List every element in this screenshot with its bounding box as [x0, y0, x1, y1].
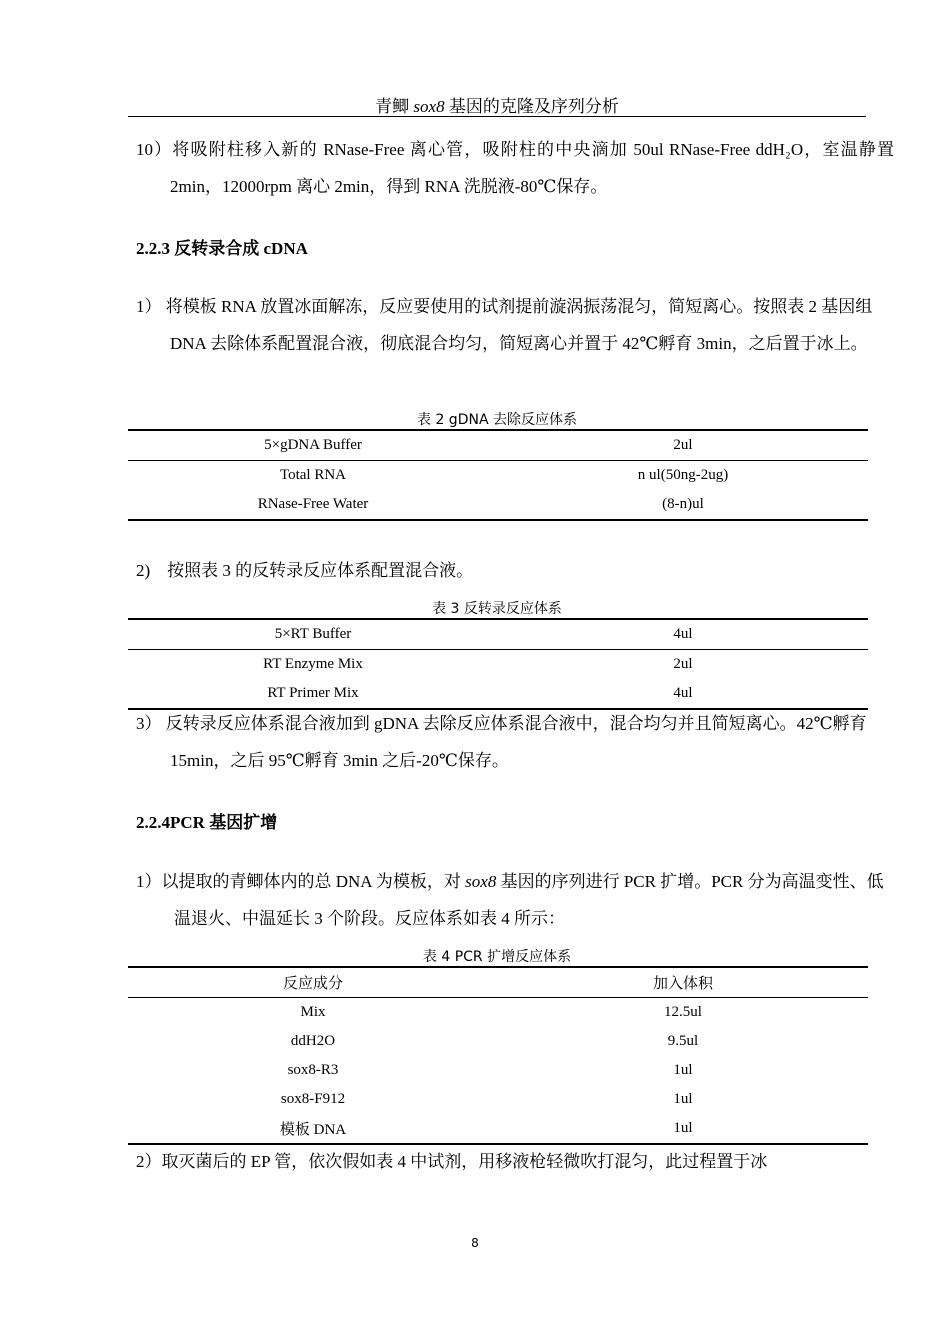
table-caption: 表 3 反转录反应体系 — [432, 601, 562, 617]
cell: 4ul — [673, 626, 693, 642]
text: 基因的序列进行 PCR 扩增。PCR 分为高温变性、低温退火、中温延长 3 个阶段。反应体系如表 4 所示： — [174, 872, 884, 928]
cell: n ul(50ng-2ug) — [637, 467, 729, 483]
table-row — [128, 998, 868, 1028]
cell: Mix — [300, 1004, 326, 1020]
cell: 模板 DNA — [279, 1122, 347, 1138]
table-row — [128, 1114, 868, 1144]
header-cell: 反应成分 — [282, 976, 343, 992]
table-row — [128, 1085, 868, 1114]
cell: 2ul — [673, 656, 693, 672]
header-rule — [128, 116, 866, 117]
step-10: 10）将吸附柱移入新的 RNase-Free 离心管，吸附柱的中央滴加 50ul RNase-Free ddH₂O，室温静置 2min，12000rpm 离心 2min，得到 RNA 洗脱液-80℃保存。 — [136, 140, 894, 196]
running-header — [128, 92, 866, 117]
cell: 1ul — [673, 1062, 693, 1078]
header-gene: sox8 — [413, 97, 445, 116]
pcr-step-2: 2）取灭菌后的 EP 管，依次假如表 4 中试剂，用移液枪轻微吹打混匀，此过程置于冰 — [136, 1152, 768, 1171]
cell: 5×RT Buffer — [274, 626, 352, 642]
table-row — [128, 650, 868, 680]
table-row — [128, 1027, 868, 1056]
table-2 — [128, 429, 868, 521]
table-row — [128, 1056, 868, 1085]
gene: sox8 — [465, 872, 497, 891]
table-4 — [128, 966, 868, 1145]
table-row — [128, 430, 868, 461]
step-3: 3） 反转录反应体系混合液加到 gDNA 去除反应体系混合液中，混合均匀并且简短离心。42℃孵育 15min，之后 95℃孵育 3min 之后-20℃保存。 — [136, 714, 867, 770]
table-row — [128, 490, 868, 520]
page-number: 8 — [471, 1236, 479, 1250]
cell: 12.5ul — [664, 1004, 702, 1020]
cell: 9.5ul — [667, 1033, 699, 1049]
cell: sox8-F912 — [280, 1091, 346, 1107]
cell: 1ul — [673, 1091, 693, 1107]
table-caption: 表 4 PCR 扩增反应体系 — [422, 949, 572, 965]
section-heading: 2.2.3 反转录合成 cDNA — [136, 239, 308, 258]
header-text: 青鲫 — [375, 97, 414, 116]
cell: ddH2O — [290, 1033, 336, 1049]
table-3 — [128, 618, 868, 710]
text: 1）以提取的青鲫体内的总 DNA 为模板，对 — [136, 872, 466, 891]
table-row — [128, 619, 868, 650]
section-heading: 2.2.4PCR 基因扩增 — [136, 813, 278, 832]
table-caption: 表 2 gDNA 去除反应体系 — [417, 412, 577, 428]
cell: 5×gDNA Buffer — [264, 437, 362, 453]
cell: RT Enzyme Mix — [263, 656, 363, 672]
cell: (8-n)ul — [662, 496, 704, 512]
step-1: 1） 将模板 RNA 放置冰面解冻，反应要使用的试剂提前漩涡振荡混匀，简短离心。按照表 2 基因组 DNA 去除体系配置混合液，彻底混合均匀，简短离心并置于 42℃孵育 3min，之后置于冰上。 — [136, 297, 873, 353]
pcr-step-1 — [136, 863, 898, 937]
cell: RNase-Free Water — [257, 496, 369, 512]
cell: 1ul — [673, 1120, 693, 1136]
step-2: 2) 按照表 3 的反转录反应体系配置混合液。 — [136, 561, 474, 580]
header-text: 基因的克隆及序列分析 — [444, 97, 619, 116]
cell: Total RNA — [279, 467, 347, 483]
cell: sox8-R3 — [287, 1062, 339, 1078]
table-row — [128, 461, 868, 491]
cell: RT Primer Mix — [267, 685, 359, 701]
cell: 2ul — [673, 437, 693, 453]
table-header-row — [128, 967, 868, 998]
header-cell: 加入体积 — [652, 976, 713, 992]
cell: 4ul — [673, 685, 693, 701]
